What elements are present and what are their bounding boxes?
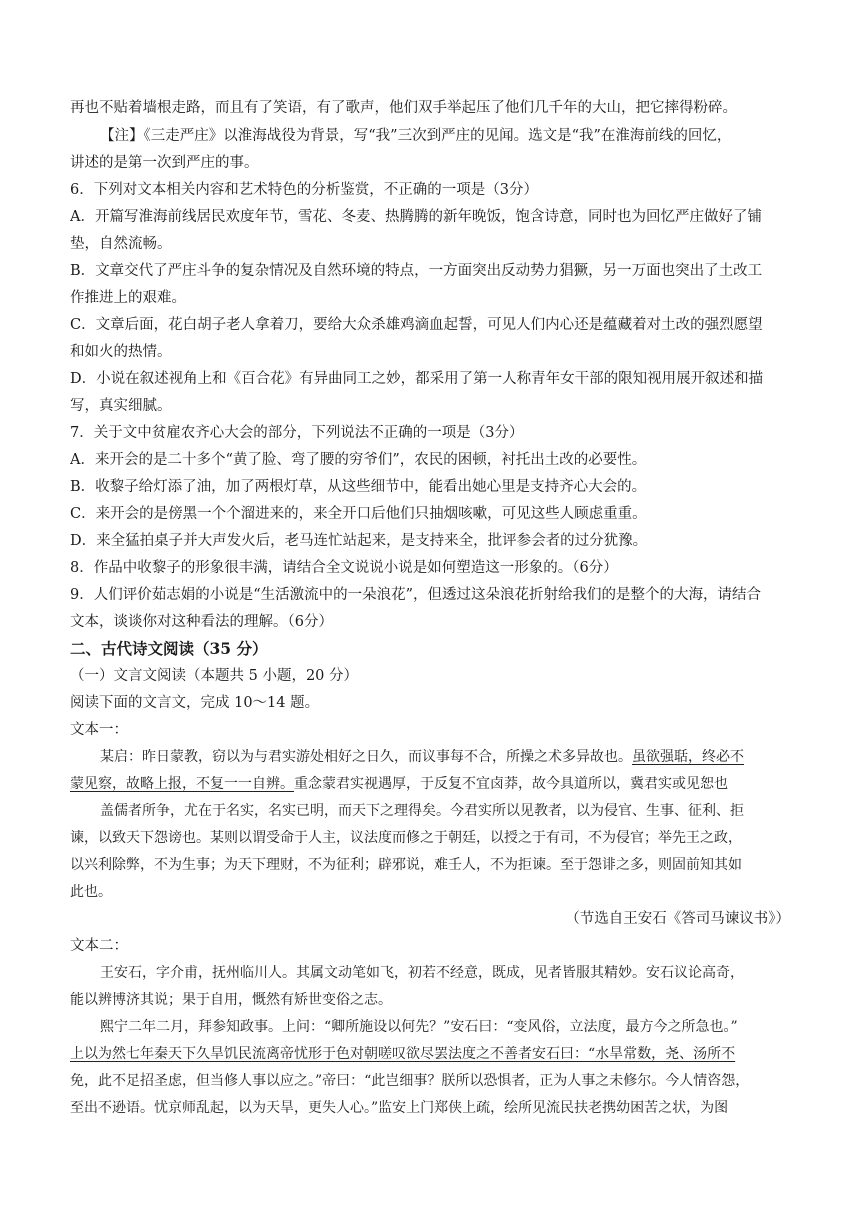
text-2-para-2-line-4: 至出不逊语。忧京师乱起，以为天旱，更失人心。”监安上门郑侠上疏，绘所见流民扶老携幼困苦之状，为图 [70, 1100, 729, 1116]
q6-option-d-line-1: D．小说在叙述视角上和《百合花》有异曲同工之妙，都采用了第一人称青年女干部的限知视用展开叙述和描 [70, 371, 764, 387]
text-1-para-2-line-4: 此也。 [70, 884, 112, 900]
section-2-heading: 二、古代诗文阅读（35 分） [70, 639, 268, 658]
q6-option-a-line-2: 垫，自然流畅。 [70, 236, 172, 252]
text-2-para-2-line-1: 熙宁二年二月，拜参知政事。上问：“卿所施设以何先？”安石曰：“变风俗，立法度，最方今之所急也。” [100, 1019, 738, 1035]
text-1-source: （节选自王安石《答司马谏议书》） [565, 911, 790, 927]
text-1-para-1-line-1 [100, 747, 794, 767]
q7-option-c: C．来开会的是傍黑一个个溜进来的，来全开口后他们只抽烟咳嗽，可见这些人顾虑重重。 [70, 506, 647, 522]
q6-option-a-line-1: A．开篇写淮海前线居民欢度年节，雪花、冬麦、热腾腾的新年晚饭，饱含诗意，同时也为回忆严庄做好了铺 [70, 209, 762, 225]
story-tail-line: 再也不贴着墙根走路，而且有了笑语，有了歌声，他们双手举起压了他们几千年的大山，把它摔得粉碎。 [70, 100, 737, 116]
q9-line-2: 文本，谈谈你对这种看法的理解。（6分） [70, 614, 333, 630]
q6-option-c-line-1: C．文章后面，花白胡子老人拿着刀，要给大众杀雄鸡滴血起誓，可见人们内心还是蕴藏着对土改的强烈愿望 [70, 317, 763, 333]
text-1-underlined-sentence: 虽欲强聒，终必不 [632, 749, 744, 765]
q6-option-c-line-2: 和如火的热情。 [70, 344, 172, 360]
q6-option-d-line-2: 写，真实细腻。 [70, 398, 172, 414]
q7-option-b: B．收黎子给灯添了油，加了两根灯草，从这些细节中，能看出她心里是支持齐心大会的。 [70, 479, 647, 495]
section-2-instruction: 阅读下面的文言文，完成 10～14 题。 [70, 695, 320, 711]
text-2-para-1-line-1: 王安石，字介甫，抚州临川人。其属文动笔如飞，初若不经意，既成，见者皆服其精妙。安石议论高奇， [100, 965, 744, 981]
q8: 8．作品中收黎子的形象很丰满，请结合全文说说小说是如何塑造这一形象的。（6分） [70, 560, 618, 576]
q9-line-1: 9．人们评价茹志娟的小说是“生活激流中的一朵浪花”，但透过这朵浪花折射给我们的是整个的大海，请结合 [70, 587, 762, 603]
text-1-para-2-line-3: 以兴利除弊，不为生事；为天下理财，不为征利；辟邪说，难壬人，不为拒谏。至于怨诽之多，则固前知其如 [70, 857, 742, 873]
q7-option-a: A．来开会的是二十多个“黄了脸、弯了腰的穷爷们”，农民的困顿，衬托出土改的必要性。 [70, 452, 647, 468]
text-2-label: 文本二： [70, 938, 128, 954]
q6-option-b-line-1: B．文章交代了严庄斗争的复杂情况及自然环境的特点，一方面突出反动势力猖獗，另一万面也突出了土改工 [70, 263, 763, 279]
text-2-para-2-line-3: 免，此不足招圣虑，但当修人事以应之。”帝曰：“此岂细事？朕所以恐惧者，正为人事之未修尔。今人情咨怨， [70, 1073, 750, 1089]
text-2-para-2-line-2-underlined: 上以为然七年秦天下久旱饥民流离帝忧形于色对朝嗟叹欲尽罢法度之不善者安石曰：“水旱常数，尧、汤所不 [70, 1046, 736, 1062]
note-line-2: 讲述的是第一次到严庄的事。 [70, 155, 259, 171]
text-1-sentence: 重念蒙君实视遇厚，于反复不宜卤莽，故今具道所以，冀君实或见恕也 [294, 776, 728, 792]
text-1-sentence: 某启：昨日蒙教，窃以为与君实游处相好之日久，而议事每不合，所操之术多异故也。 [100, 749, 632, 765]
text-2-para-1-line-2: 能以辨博济其说；果于自用，慨然有矫世变俗之志。 [70, 992, 392, 1008]
text-1-label: 文本一： [70, 722, 128, 738]
section-2-subheading: （一）文言文阅读（本题共 5 小题，20 分） [70, 668, 359, 684]
text-1-para-1-line-2 [70, 774, 794, 794]
text-1-para-2-line-1: 盖儒者所争，尤在于名实，名实已明，而天下之理得矣。今君实所以见教者，以为侵官、生事、征利、拒 [100, 803, 744, 819]
q7-stem: 7．关于文中贫雇农齐心大会的部分，下列说法不正确的一项是（3分） [70, 425, 524, 441]
q6-stem: 6．下列对文本相关内容和艺术特色的分析鉴赏，不正确的一项是（3分） [70, 182, 538, 198]
text-1-para-2-line-2: 谏，以致天下怨谤也。某则以谓受命于人主，议法度而修之于朝廷，以授之于有司，不为侵官；举先王之政， [70, 830, 742, 846]
note-line-1: 【注】《三走严庄》以淮海战役为背景，写“我”三次到严庄的见闻。选文是“我”在淮海前线的回忆， [100, 128, 732, 144]
text-1-underlined-sentence-cont: 蒙见察，故略上报，不复一一自辨。 [70, 776, 294, 792]
q7-option-d: D．来全猛拍桌子并大声发火后，老马连忙站起来，是支持来全，批评参会者的过分犹豫。 [70, 533, 648, 549]
q6-option-b-line-2: 作推进上的艰难。 [70, 290, 186, 306]
